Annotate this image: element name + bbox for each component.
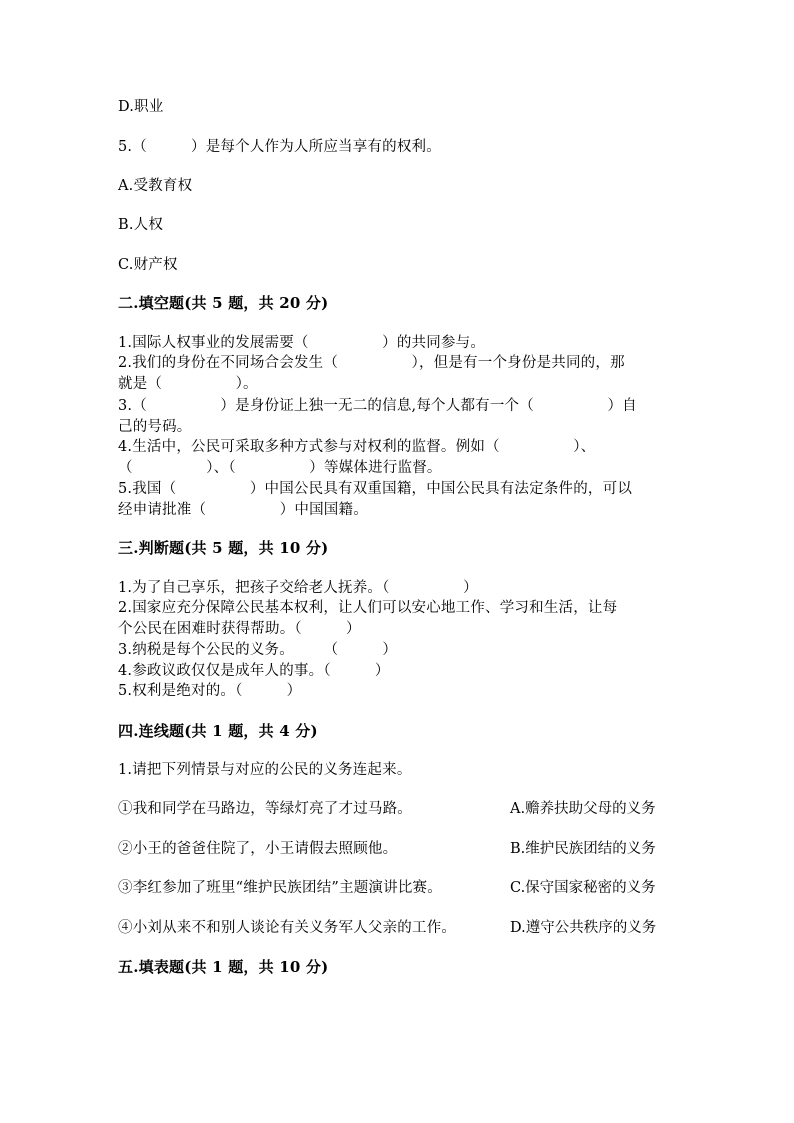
q5-option-a: A.受教育权	[118, 178, 193, 194]
section2-line: 4.生活中，公民可采取多种方式参与对权利的监督。例如（ ）、	[118, 439, 596, 455]
section3-line: 4.参政议政仅仅是成年人的事。（ ）	[118, 663, 390, 679]
match-right-item: D.遵守公共秩序的义务	[510, 920, 657, 936]
section3-line: 个公民在困难时获得帮助。（ ）	[118, 621, 361, 637]
match-left-item: ④小刘从来不和别人谈论有关义务军人父亲的工作。	[118, 920, 457, 936]
match-right-item: B.维护民族团结的义务	[510, 841, 656, 857]
section3-title: 三.判断题(共 5 题，共 10 分)	[118, 539, 329, 557]
match-left-item: ③李红参加了班里“维护民族团结”主题演讲比赛。	[118, 880, 442, 896]
q4-option-d: D.职业	[118, 99, 164, 115]
section3-line: 5.权利是绝对的。（ ）	[118, 683, 302, 699]
section2-line: 5.我国（ ）中国公民具有双重国籍，中国公民具有法定条件的，可以	[118, 481, 633, 497]
section2-line: （ ）、（ ）等媒体进行监督。	[118, 460, 442, 476]
match-left-item: ①我和同学在马路边，等绿灯亮了才过马路。	[118, 801, 412, 817]
section4-prompt: 1.请把下列情景与对应的公民的义务连起来。	[118, 762, 412, 778]
q5-stem: 5.（ ）是每个人作为人所应当享有的权利。	[118, 139, 441, 155]
section5-title: 五.填表题(共 1 题，共 10 分)	[118, 958, 329, 976]
match-right-item: A.赡养扶助父母的义务	[510, 801, 656, 817]
section2-line: 3.（ ）是身份证上独一无二的信息,每个人都有一个（ ）自	[118, 398, 637, 414]
section4-title: 四.连线题(共 1 题，共 4 分)	[118, 722, 318, 740]
section2-line: 1.国际人权事业的发展需要（ ）的共同参与。	[118, 335, 486, 351]
section2-line: 就是（ ）。	[118, 376, 258, 392]
match-left-item: ②小王的爸爸住院了，小王请假去照顾他。	[118, 841, 398, 857]
match-right-item: C.保守国家秘密的义务	[510, 880, 656, 896]
section2-line: 己的号码。	[118, 419, 192, 435]
section3-line: 1.为了自己享乐，把孩子交给老人抚养。（ ）	[118, 580, 478, 596]
q5-option-b: B.人权	[118, 217, 164, 233]
section2-line: 2.我们的身份在不同场合会发生（ ），但是有一个身份是共同的，那	[118, 355, 625, 371]
section3-line: 2.国家应充分保障公民基本权利，让人们可以安心地工作、学习和生活，让每	[118, 600, 618, 616]
section3-line: 3.纳税是每个公民的义务。 （ ）	[118, 642, 398, 658]
section2-line: 经申请批准（ ）中国国籍。	[118, 502, 368, 518]
section2-title: 二.填空题(共 5 题，共 20 分)	[118, 294, 329, 312]
q5-option-c: C.财产权	[118, 257, 178, 273]
